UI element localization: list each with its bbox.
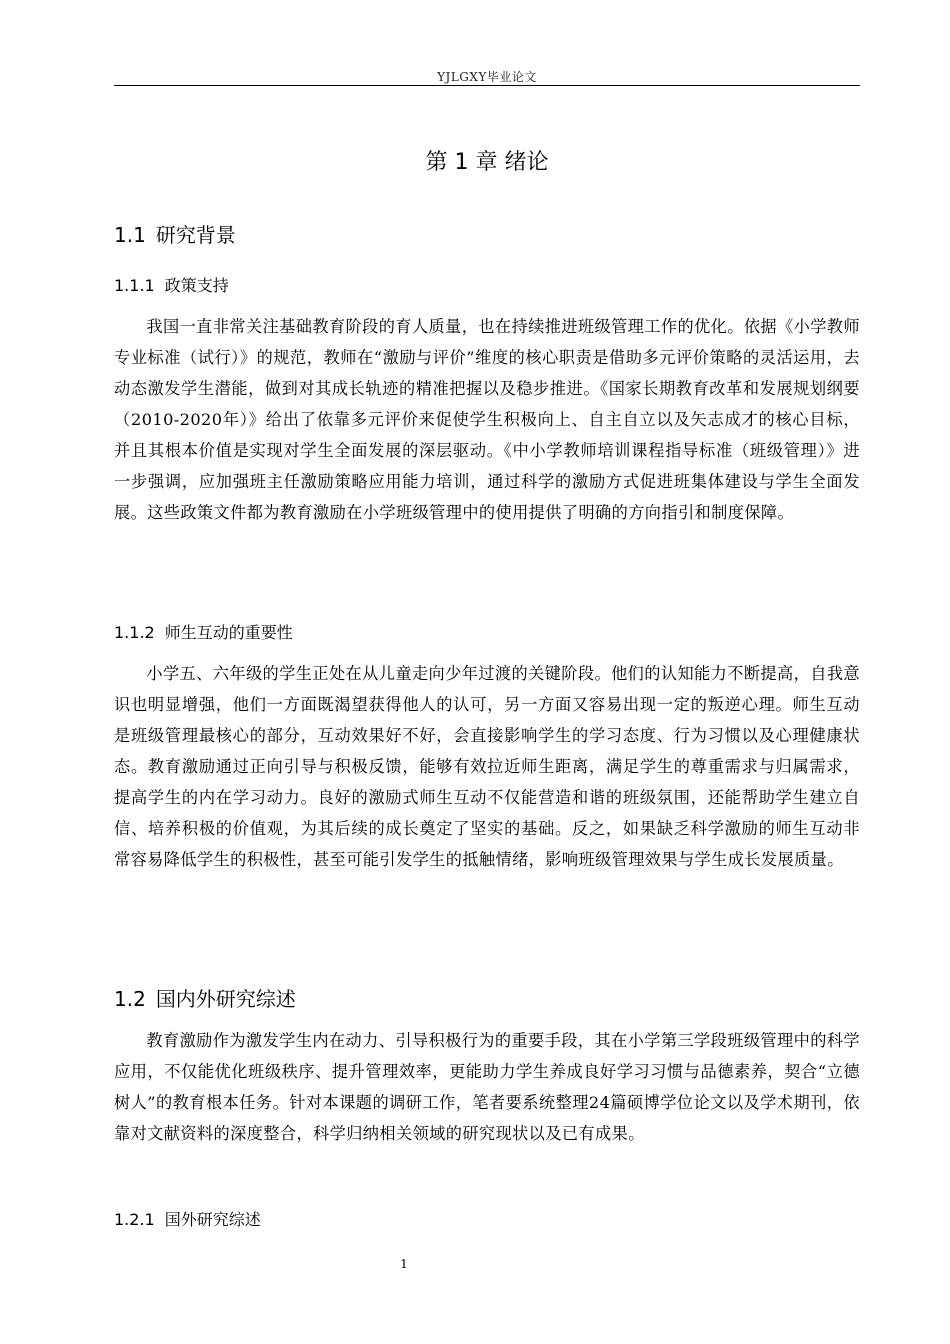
subsection-heading-1-1-2	[114, 621, 293, 645]
section-number: 1.2	[114, 987, 146, 1011]
section-heading-1-2	[114, 985, 296, 1013]
subsection-number: 1.2.1	[114, 1210, 155, 1229]
subsection-title: 师生互动的重要性	[164, 623, 293, 642]
section-title: 国内外研究综述	[155, 987, 296, 1011]
page-header: YJLGXY毕业论文	[437, 70, 537, 84]
paragraph-teacher-student-interaction: 小学五、六年级的学生正处在从儿童走向少年过渡的关键阶段。他们的认知能力不断提高，自我意识也明显增强，他们一方面既渴望获得他人的认可，另一方面又容易出现一定的叛逆心理。师生互动是班级管理最核心的部分，互动效果好不好，会直接影响学生的学习态度、行为习惯以及心理健康状态。教育激励通过正向引导与积极反馈，能够有效拉近师生距离，满足学生的尊重需求与归属需求，提高学生的内在学习动力。良好的激励式师生互动不仅能营造和谐的班级氛围，还能帮助学生建立自信、培养积极的价值观，为其后续的成长奠定了坚实的基础。反之，如果缺乏科学激励的师生互动非常容易降低学生的积极性，甚至可能引发学生的抵触情绪，影响班级管理效果与学生成长发展质量。	[114, 664, 860, 869]
subsection-heading-1-2-1	[114, 1208, 261, 1232]
section-number: 1.1	[114, 223, 146, 247]
paragraph-literature-review: 教育激励作为激发学生内在动力、引导积极行为的重要手段，其在小学第三学段班级管理中的科学应用，不仅能优化班级秩序、提升管理效率，更能助力学生养成良好学习习惯与品德素养，契合“立德树人”的教育根本任务。针对本课题的调研工作，笔者要系统整理24篇硕博学位论文以及学术期刊，依靠对文献资料的深度整合，科学归纳相关领域的研究现状以及已有成果。	[114, 1031, 860, 1143]
page-number: 1	[400, 1257, 408, 1271]
chapter-title: 第 1 章 绪论	[425, 150, 549, 175]
subsection-number: 1.1.2	[114, 623, 155, 642]
header-rule	[114, 85, 860, 86]
subsection-title: 国外研究综述	[164, 1210, 261, 1229]
subsection-title: 政策支持	[164, 276, 229, 295]
paragraph-policy-support: 我国一直非常关注基础教育阶段的育人质量，也在持续推进班级管理工作的优化。依据《小学教师专业标准（试行）》的规范，教师在“激励与评价”维度的核心职责是借助多元评价策略的灵活运用，去动态激发学生潜能，做到对其成长轨迹的精准把握以及稳步推进。《国家长期教育改革和发展规划纲要（2010-2020年）》给出了依靠多元评价来促使学生积极向上、自主自立以及矢志成才的核心目标，并且其根本价值是实现对学生全面发展的深层驱动。《中小学教师培训课程指导标准（班级管理）》进一步强调，应加强班主任激励策略应用能力培训，通过科学的激励方式促进班集体建设与学生全面发展。这些政策文件都为教育激励在小学班级管理中的使用提供了明确的方向指引和制度保障。	[114, 317, 860, 522]
subsection-heading-1-1-1	[114, 274, 229, 298]
section-title: 研究背景	[155, 223, 236, 247]
subsection-number: 1.1.1	[114, 276, 155, 295]
section-heading-1-1	[114, 221, 236, 249]
